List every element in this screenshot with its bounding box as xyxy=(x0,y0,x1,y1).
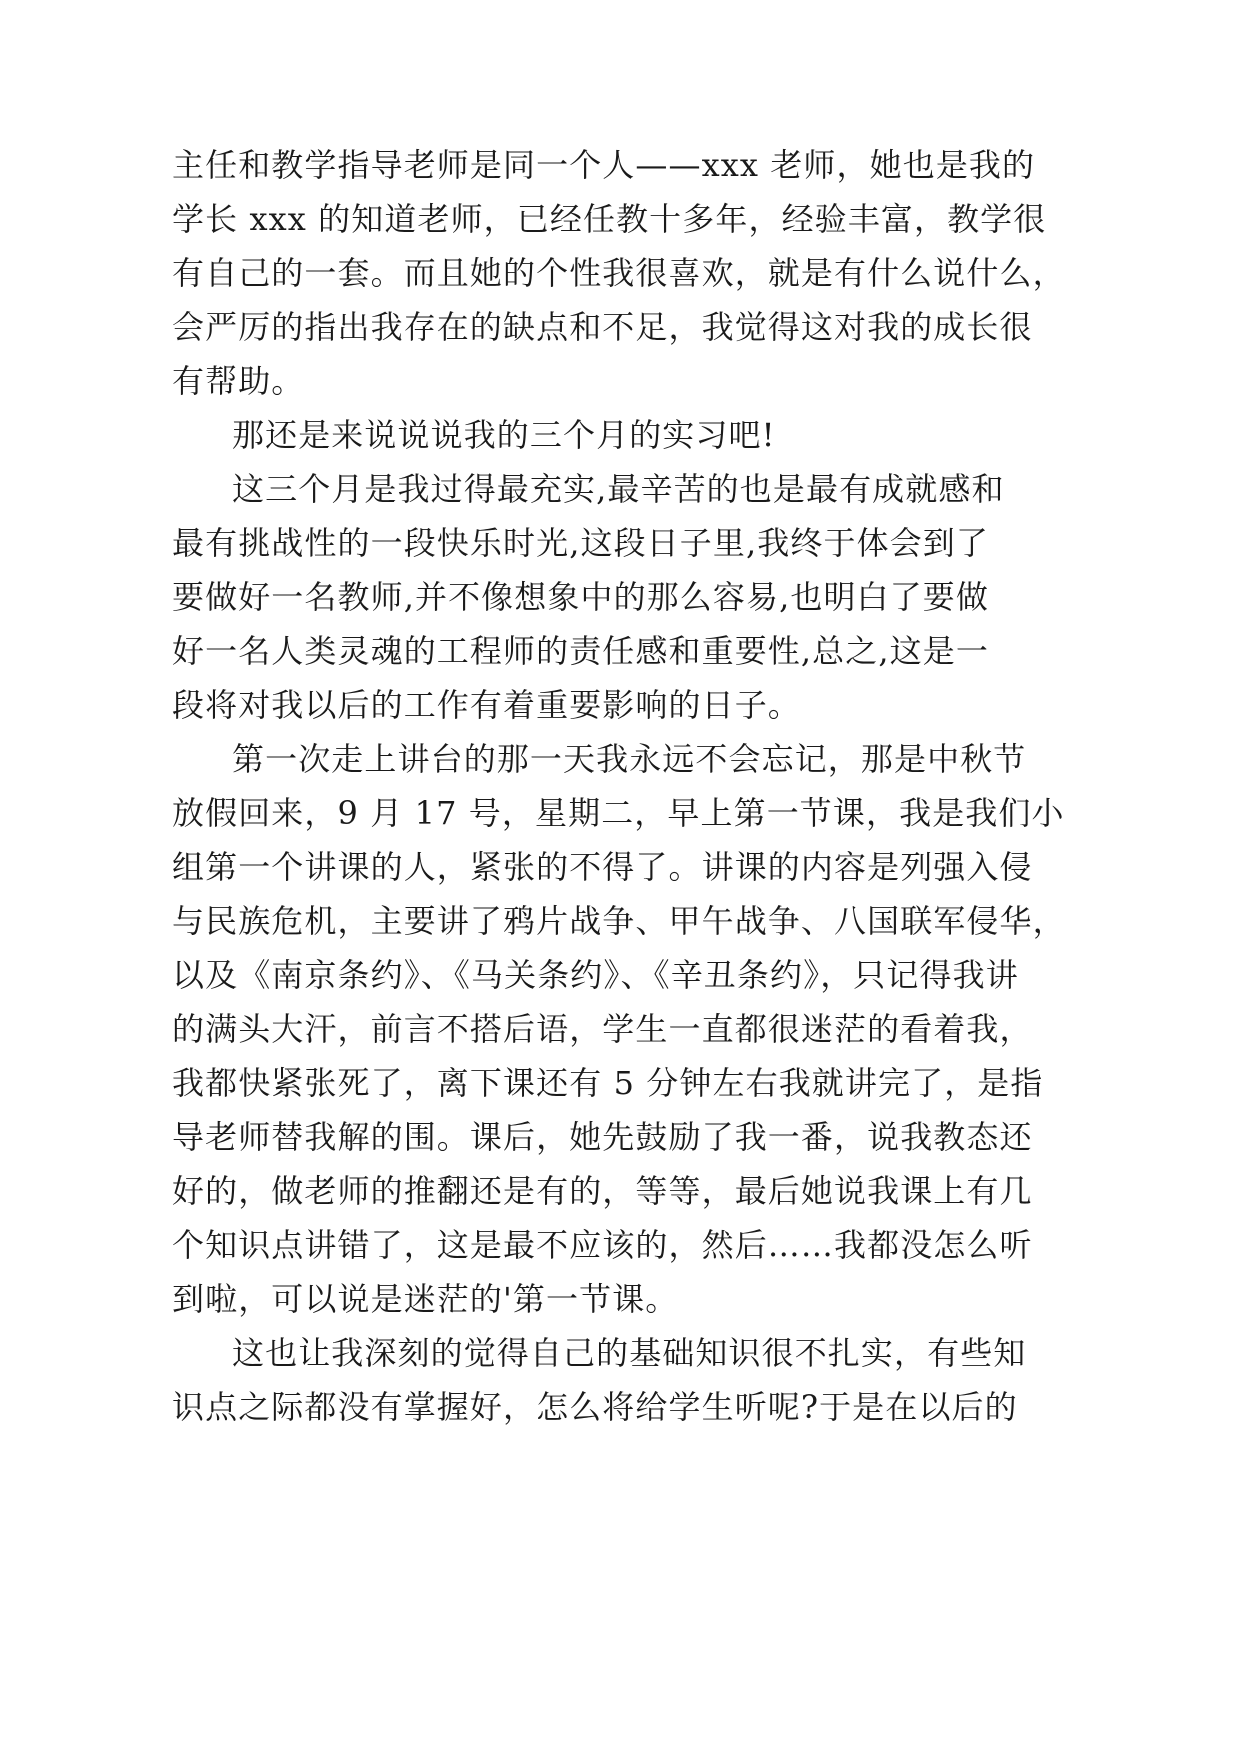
text-line: 有自己的一套。而且她的个性我很喜欢，就是有什么说什么， xyxy=(172,254,1066,292)
text-line: 学长 xxx 的知道老师，已经任教十多年，经验丰富，教学很 xyxy=(172,200,1047,238)
text-line: 最有挑战性的一段快乐时光,这段日子里,我终于体会到了 xyxy=(172,524,989,562)
text-line: 与民族危机，主要讲了鸦片战争、甲午战争、八国联军侵华， xyxy=(172,902,1066,940)
text-line: 好的，做老师的推翻还是有的，等等，最后她说我课上有几 xyxy=(172,1172,1033,1210)
text-line: 的满头大汗，前言不搭后语，学生一直都很迷茫的看着我， xyxy=(172,1010,1033,1048)
text-line: 导老师替我解的围。课后，她先鼓励了我一番，说我教态还 xyxy=(172,1118,1033,1156)
text-line: 个知识点讲错了，这是最不应该的，然后……我都没怎么听 xyxy=(172,1226,1033,1264)
text-line: 好一名人类灵魂的工程师的责任感和重要性,总之,这是一 xyxy=(172,632,989,670)
text-line: 那还是来说说说我的三个月的实习吧! xyxy=(232,416,776,454)
text-line: 到啦，可以说是迷茫的'第一节课。 xyxy=(172,1280,679,1318)
text-line: 我都快紧张死了，离下课还有 5 分钟左右我就讲完了，是指 xyxy=(172,1064,1044,1102)
text-line: 这也让我深刻的觉得自己的基础知识很不扎实，有些知 xyxy=(232,1334,1027,1372)
text-line: 这三个月是我过得最充实,最辛苦的也是最有成就感和 xyxy=(232,470,1005,508)
text-line: 放假回来，9 月 17 号，星期二，早上第一节课，我是我们小 xyxy=(172,794,1065,832)
text-line: 要做好一名教师,并不像想象中的那么容易,也明白了要做 xyxy=(172,578,989,616)
text-line: 有帮助。 xyxy=(172,362,305,400)
text-line: 主任和教学指导老师是同一个人——xxx 老师，她也是我的 xyxy=(172,146,1036,184)
text-line: 组第一个讲课的人，紧张的不得了。讲课的内容是列强入侵 xyxy=(172,848,1033,886)
text-line: 第一次走上讲台的那一天我永远不会忘记，那是中秋节 xyxy=(232,740,1027,778)
text-line: 以及《南京条约》、《马关条约》、《辛丑条约》，只记得我讲 xyxy=(172,956,1019,994)
text-line: 识点之际都没有掌握好，怎么将给学生听呢?于是在以后的 xyxy=(172,1388,1018,1426)
text-line: 会严厉的指出我存在的缺点和不足，我觉得这对我的成长很 xyxy=(172,308,1033,346)
text-line: 段将对我以后的工作有着重要影响的日子。 xyxy=(172,686,801,724)
